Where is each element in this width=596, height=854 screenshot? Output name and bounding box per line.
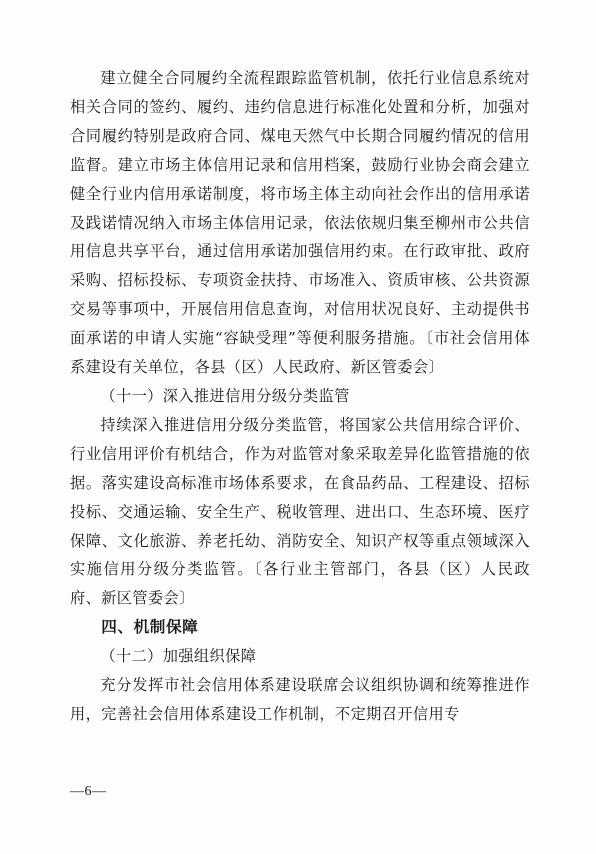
paragraph-contract-performance: 建立健全合同履约全流程跟踪监管机制，依托行业信息系统对相关合同的签约、履约、违约信息进行标准化处置和分析，加强对合同履约特别是政府合同、煤电天然气中长期合同履约情况的信用监督。建立市场主体信用记录和信用档案，鼓励行业协会商会建立健全行业内信用承诺制度，将市场主体主动向社会作出的信用承诺及践诺情况纳入市场主体信用记录，依法依规归集至柳州市公共信用信息共享平台，通过信用承诺加强信用约束。在行政审批、政府采购、招标投标、专项资金扶持、市场准入、资质审核、公共资源交易等事项中，开展信用信息查询，对信用状况良好、主动提供书面承诺的申请人实施“容缺受理”等便利服务措施。〔市社会信用体系建设有关单位，各县（区）人民政府、新区管委会〕 [70, 69, 530, 377]
paragraph-credit-classification: 持续深入推进信用分级分类监管，将国家公共信用综合评价、行业信用评价有机结合，作为对监管对象采取差异化监管措施的依据。落实建设高标准市场体系要求，在食品药品、工程建设、招标投标、交通运输、安全生产、税收管理、进出口、生态环境、医疗保障、文化旅游、养老托幼、消防安全、知识产权等重点领域深入实施信用分级分类监管。〔各行业主管部门，各县（区）人民政府、新区管委会〕 [70, 415, 530, 608]
paragraph-organization: 充分发挥市社会信用体系建设联席会议组织协调和统筹推进作用，完善社会信用体系建设工作机制，不定期召开信用专 [70, 676, 530, 723]
subheading-credit-classification: （十一）深入推进信用分级分类监管 [100, 386, 350, 405]
document-body [70, 64, 530, 729]
page-number: —6— [70, 784, 107, 799]
section-heading-mechanism: 四、机制保障 [101, 618, 199, 637]
subheading-organization: （十二）加强组织保障 [100, 647, 257, 666]
